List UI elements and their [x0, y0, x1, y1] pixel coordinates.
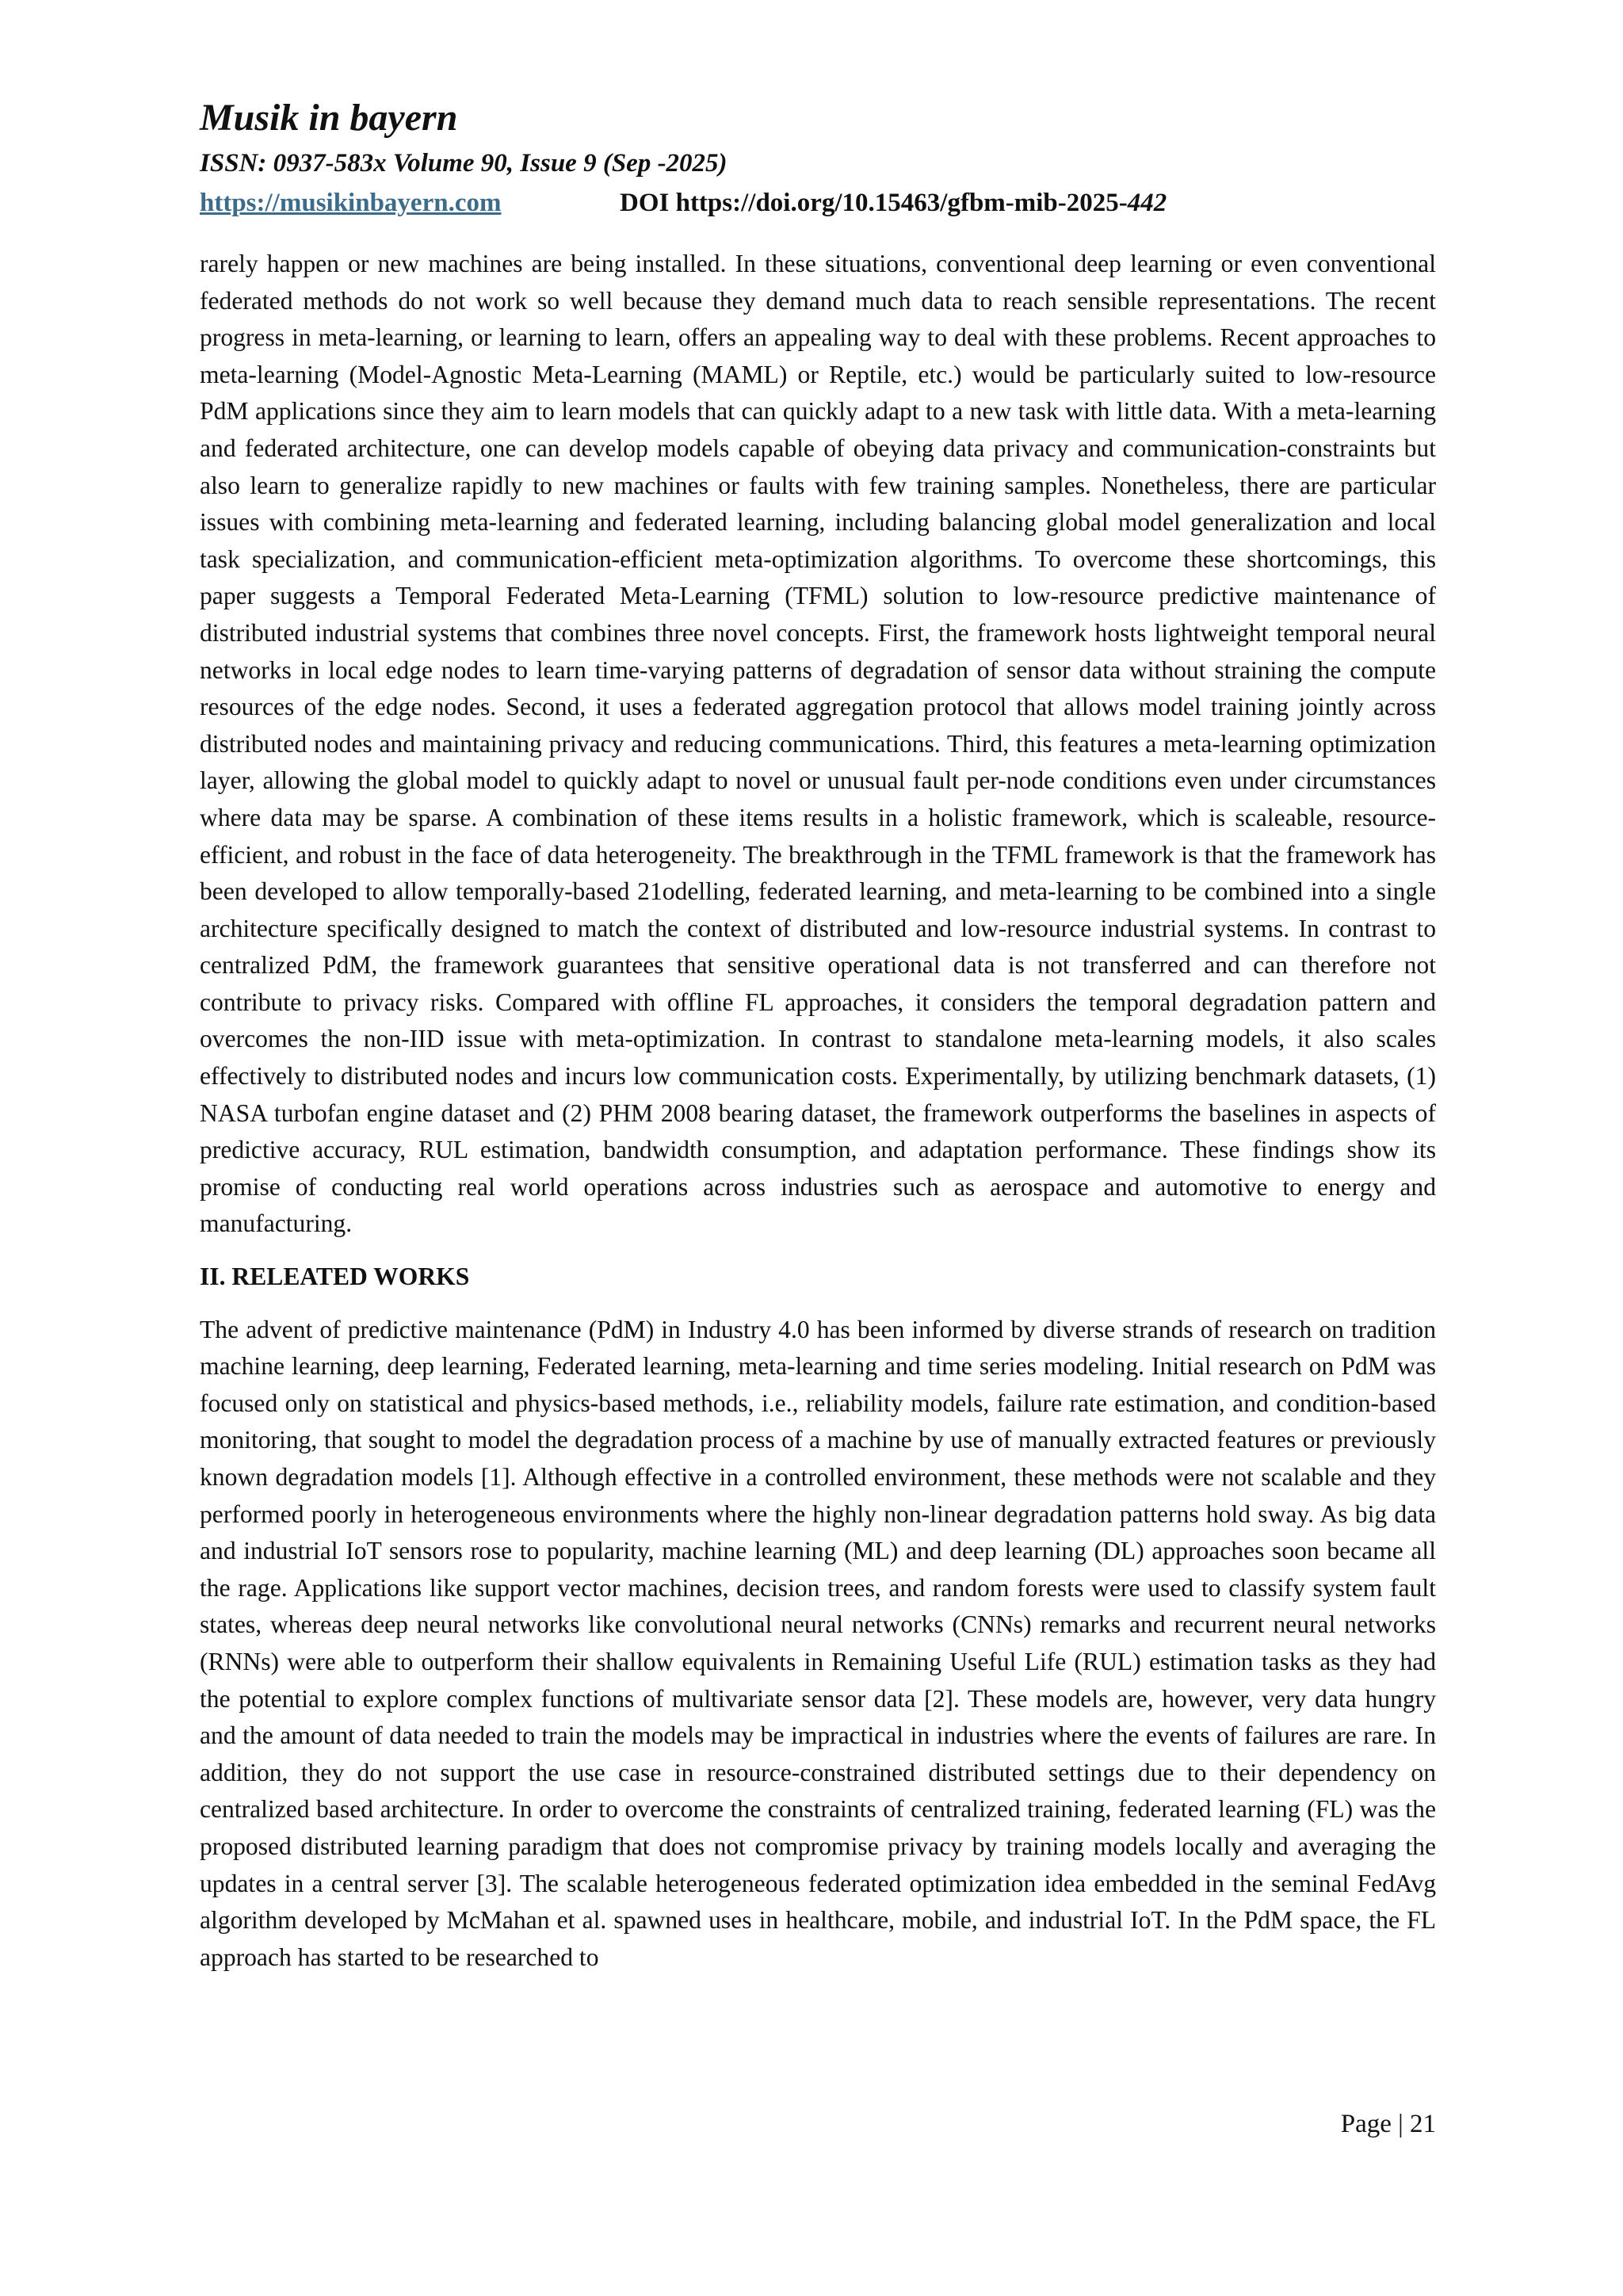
page-number: Page | 21 — [1340, 2110, 1436, 2138]
doi-number: 442 — [1127, 189, 1167, 217]
link-doi-row — [200, 185, 1436, 220]
body-paragraph-2: The advent of predictive maintenance (PdM) in Industry 4.0 has been informed by diverse strands of research on tradition machine learning, deep learning, Federated learning, meta-learning and time series modeling. Initial research on PdM was focused only on statistical and physics-based methods, i.e., reliability models, failure rate estimation, and condition-based monitoring, that sought to model the degradation process of a machine by use of manually extracted features or previously known degradation models [1]. Although effective in a controlled environment, these methods were not scalable and they performed poorly in heterogeneous environments where the highly non-linear degradation patterns hold sway. As big data and industrial IoT sensors rose to popularity, machine learning (ML) and deep learning (DL) approaches soon became all the rage. Applications like support vector machines, decision trees, and random forests were used to classify system fault states, whereas deep neural networks like convolutional neural networks (CNNs) remarks and recurrent neural networks (RNNs) were able to outperform their shallow equivalents in Remaining Useful Life (RUL) estimation tasks as they had the potential to explore complex functions of multivariate sensor data [2]. These models are, however, very data hungry and the amount of data needed to train the models may be impractical in industries where the events of failures are rare. In addition, they do not support the use case in resource-constrained distributed settings due to their dependency on centralized based architecture. In order to overcome the constraints of centralized training, federated learning (FL) was the proposed distributed learning paradigm that does not compromise privacy by training models locally and averaging the updates in a central server [3]. The scalable heterogeneous federated optimization idea embedded in the seminal FedAvg algorithm developed by McMahan et al. spawned uses in healthcare, mobile, and industrial IoT. In the PdM space, the FL approach has started to be researched to — [200, 1315, 1436, 1971]
page-footer — [200, 2107, 1436, 2141]
body-paragraph-1: rarely happen or new machines are being installed. In these situations, conventional deep learning or even conventional federated methods do not work so well because they demand much data to reach sensible representations. The recent progress in meta-learning, or learning to learn, offers an appealing way to deal with these problems. Recent approaches to meta-learning (Model-Agnostic Meta-Learning (MAML) or Reptile, etc.) would be particularly suited to low-resource PdM applications since they aim to learn models that can quickly adapt to a new task with little data. With a meta-learning and federated architecture, one can develop models capable of obeying data privacy and communication-constraints but also learn to generalize rapidly to new machines or faults with few training samples. Nonetheless, there are particular issues with combining meta-learning and federated learning, including balancing global model generalization and local task specialization, and communication-efficient meta-optimization algorithms. To overcome these shortcomings, this paper suggests a Temporal Federated Meta-Learning (TFML) solution to low-resource predictive maintenance of distributed industrial systems that combines three novel concepts. First, the framework hosts lightweight temporal neural networks in local edge nodes to learn time-varying patterns of degradation of sensor data without straining the compute resources of the edge nodes. Second, it uses a federated aggregation protocol that allows model training jointly across distributed nodes and maintaining privacy and reducing communications. Third, this features a meta-learning optimization layer, allowing the global model to quickly adapt to novel or unusual fault per-node conditions even under circumstances where data may be sparse. A combination of these items results in a holistic framework, which is scaleable, resource-efficient, and robust in the face of data heterogeneity. The breakthrough in the TFML framework is that the framework has been developed to allow temporally-based 21odelling, federated learning, and meta-learning to be combined into a single architecture specifically designed to match the context of distributed and low-resource industrial systems. In contrast to centralized PdM, the framework guarantees that sensitive operational data is not transferred and can therefore not contribute to privacy risks. Compared with offline FL approaches, it considers the temporal degradation pattern and overcomes the non-IID issue with meta-optimization. In contrast to standalone meta-learning models, it also scales effectively to distributed nodes and incurs low communication costs. Experimentally, by utilizing benchmark datasets, (1) NASA turbofan engine dataset and (2) PHM 2008 bearing dataset, the framework outperforms the baselines in aspects of predictive accuracy, RUL estimation, bandwidth consumption, and adaptation performance. These findings show its promise of conducting real world operations across industries such as aerospace and automotive to energy and manufacturing. — [200, 250, 1436, 1238]
article-body — [200, 246, 1436, 1976]
page-header — [200, 97, 1436, 220]
journal-website-link[interactable]: https://musikinbayern.com — [200, 189, 502, 217]
issn-volume-line: ISSN: 0937-583x Volume 90, Issue 9 (Sep -2025) — [200, 149, 727, 178]
journal-title: Musik in bayern — [200, 97, 458, 139]
doi-prefix: DOI https://doi.org/10.15463/gfbm-mib-2025- — [620, 189, 1128, 217]
doi-text — [620, 189, 1167, 217]
section-heading-related-works: II. RELEATED WORKS — [200, 1263, 470, 1291]
